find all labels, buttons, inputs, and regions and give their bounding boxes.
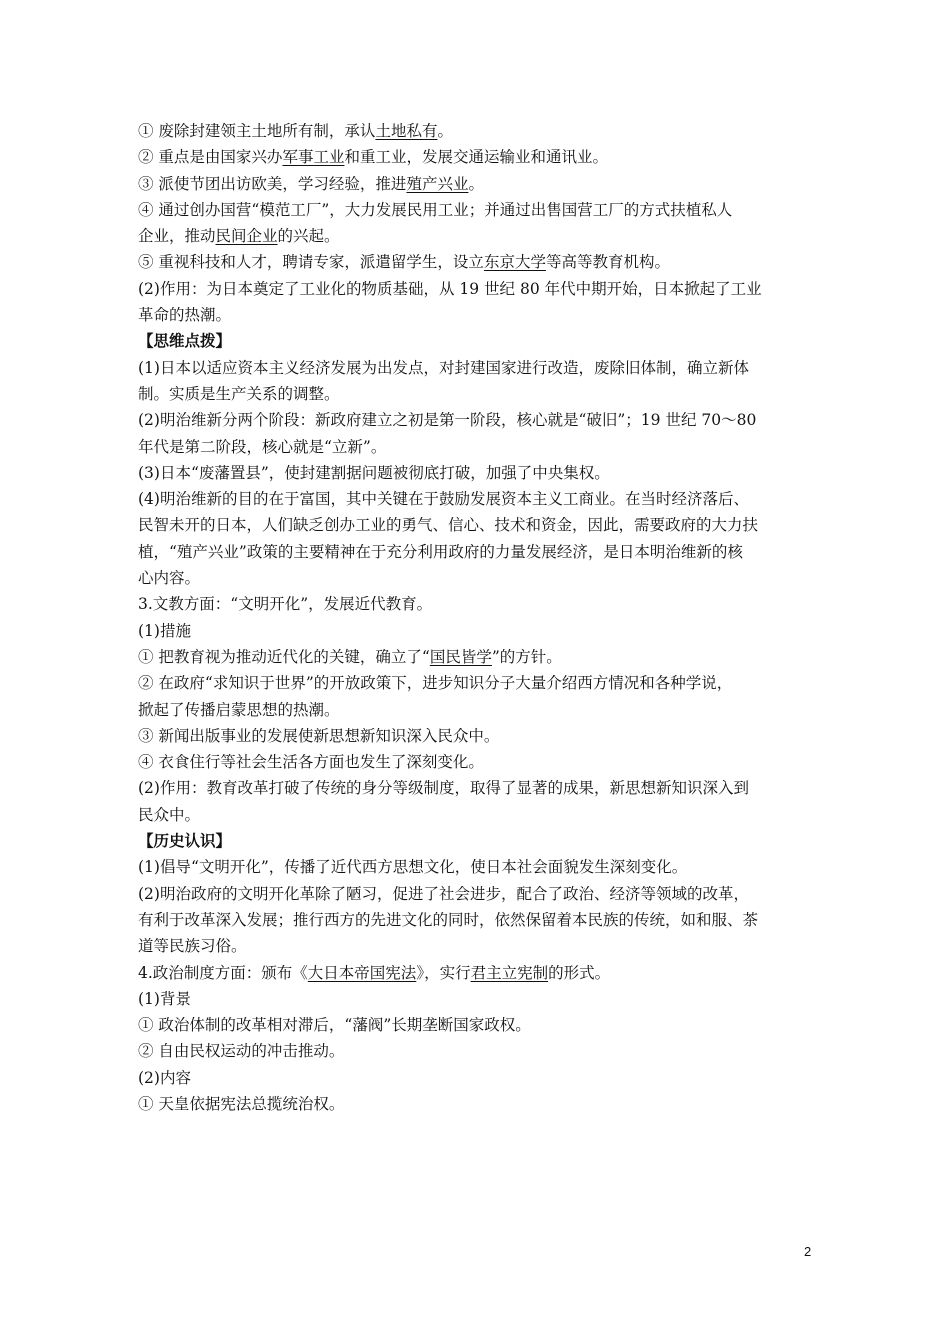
text-line <box>138 644 818 670</box>
text-line <box>138 723 818 749</box>
text-run: ② 在政府“求知识于世界”的开放政策下，进步知识分子大量介绍西方情况和各种学说， <box>138 674 733 693</box>
section-heading <box>138 828 818 854</box>
text-run: (2)明治维新分两个阶段：新政府建立之初是第一阶段，核心就是“破旧”；19 世纪 70～80 <box>138 411 757 430</box>
underlined-term: 东京大学 <box>483 253 546 272</box>
text-line <box>138 775 818 801</box>
text-run: 革命的热潮。 <box>138 306 232 325</box>
text-run: (2)内容 <box>138 1068 191 1087</box>
text-run: 的兴起。 <box>277 227 340 246</box>
text-line <box>138 1091 818 1117</box>
text-run: 年代是第二阶段，核心就是“立新”。 <box>138 437 387 456</box>
text-run: ③ 派使节团出访欧美，学习经验，推进 <box>138 174 407 193</box>
document-body <box>138 118 818 1117</box>
text-line <box>138 381 818 407</box>
text-run: ② 自由民权运动的冲击推动。 <box>138 1042 345 1061</box>
text-run: 等高等教育机构。 <box>545 253 670 272</box>
text-run: ④ 衣食住行等社会生活各方面也发生了深刻变化。 <box>138 753 484 772</box>
text-line <box>138 407 818 433</box>
text-run: 制。实质是生产关系的调整。 <box>138 384 340 403</box>
text-run: (2)作用：教育改革打破了传统的身分等级制度，取得了显著的成果，新思想新知识深入到 <box>138 779 749 798</box>
text-line <box>138 171 818 197</box>
underlined-term: 军事工业 <box>282 148 345 167</box>
text-run: (4)明治维新的目的在于富国，其中关键在于鼓励发展资本主义工商业。在当时经济落后、 <box>138 490 749 509</box>
text-line <box>138 434 818 460</box>
text-line <box>138 276 818 302</box>
text-line <box>138 1065 818 1091</box>
text-run: ① 政治体制的改革相对滞后，“藩阀”长期垄断国家政权。 <box>138 1016 531 1035</box>
text-run: 。 <box>437 122 453 140</box>
text-line <box>138 565 818 591</box>
text-line <box>138 460 818 486</box>
text-run: 的形式。 <box>548 963 611 982</box>
text-line <box>138 1038 818 1064</box>
underlined-term: 国民皆学 <box>429 647 492 666</box>
text-run: (1)背景 <box>138 989 191 1008</box>
text-run: ① 把教育视为推动近代化的关键，确立了“ <box>138 647 430 666</box>
underlined-term: 大日本帝国宪法 <box>307 963 417 982</box>
text-line <box>138 749 818 775</box>
text-run: (1)日本以适应资本主义经济发展为出发点，对封建国家进行改造，废除旧体制，确立新体 <box>138 358 749 377</box>
text-run: ④ 通过创办国营“模范工厂”，大力发展民用工业；并通过出售国营工厂的方式扶植私人 <box>138 200 733 219</box>
text-line <box>138 697 818 723</box>
text-run: 植，“殖产兴业”政策的主要精神在于充分利用政府的力量发展经济，是日本明治维新的核 <box>138 542 743 561</box>
text-run: ”的方针。 <box>491 647 562 666</box>
text-line <box>138 907 818 933</box>
underlined-term: 君主立宪制 <box>470 963 549 982</box>
text-line <box>138 670 818 696</box>
text-run: 和重工业，发展交通运输业和通讯业。 <box>344 148 608 167</box>
text-run: 有利于改革深入发展；推行西方的先进文化的同时，依然保留着本民族的传统，如和服、茶 <box>138 910 759 929</box>
text-run: 。 <box>468 174 484 193</box>
text-line <box>138 881 818 907</box>
text-run: 民智未开的日本，人们缺乏创办工业的勇气、信心、技术和资金，因此，需要政府的大力扶 <box>138 516 759 535</box>
text-run: ① 天皇依据宪法总揽统治权。 <box>138 1094 345 1113</box>
text-line <box>138 986 818 1012</box>
text-line <box>138 960 818 986</box>
text-run: 3.文教方面：“文明开化”，发展近代教育。 <box>138 595 433 614</box>
underlined-term: 土地私有 <box>375 122 438 140</box>
text-run: ② 重点是由国家兴办 <box>138 148 283 167</box>
text-line <box>138 355 818 381</box>
text-line <box>138 512 818 538</box>
text-line <box>138 591 818 617</box>
text-run: 掀起了传播启蒙思想的热潮。 <box>138 700 340 719</box>
text-run: 民众中。 <box>138 805 201 824</box>
text-line <box>138 118 818 144</box>
text-run: (3)日本“废藩置县”，使封建割据问题被彻底打破，加强了中央集权。 <box>138 463 610 482</box>
text-line <box>138 223 818 249</box>
text-line <box>138 802 818 828</box>
text-run: 【历史认识】 <box>138 831 232 851</box>
text-line <box>138 618 818 644</box>
text-run: ⑤ 重视科技和人才，聘请专家，派遣留学生，设立 <box>138 253 484 272</box>
text-run: 道等民族习俗。 <box>138 937 247 956</box>
text-run: ① 废除封建领主土地所有制，承认 <box>138 122 376 140</box>
text-run: ③ 新闻出版事业的发展使新思想新知识深入民众中。 <box>138 726 500 745</box>
text-run: (2)作用：为日本奠定了工业化的物质基础，从 19 世纪 80 年代中期开始，日本掀起了工业 <box>138 279 762 298</box>
text-run: 4.政治制度方面：颁布《 <box>138 963 308 982</box>
text-run: (2)明治政府的文明开化革除了陋习，促进了社会进步，配合了政治、经济等领域的改革， <box>138 884 749 903</box>
section-heading <box>138 328 818 354</box>
text-run: 》，实行 <box>416 963 471 982</box>
text-line <box>138 249 818 275</box>
underlined-term: 殖产兴业 <box>406 174 469 193</box>
text-run: 心内容。 <box>138 569 201 588</box>
text-line <box>138 197 818 223</box>
underlined-term: 民间企业 <box>215 227 278 246</box>
text-run: 【思维点拨】 <box>138 331 232 351</box>
text-run: 企业，推动 <box>138 227 216 246</box>
text-line <box>138 854 818 880</box>
text-line <box>138 539 818 565</box>
text-line <box>138 144 818 170</box>
text-line <box>138 486 818 512</box>
page-number: 2 <box>804 1244 812 1259</box>
text-run: (1)措施 <box>138 621 191 640</box>
text-run: (1)倡导“文明开化”，传播了近代西方思想文化，使日本社会面貌发生深刻变化。 <box>138 858 688 877</box>
text-line <box>138 302 818 328</box>
text-line <box>138 1012 818 1038</box>
text-line <box>138 933 818 959</box>
